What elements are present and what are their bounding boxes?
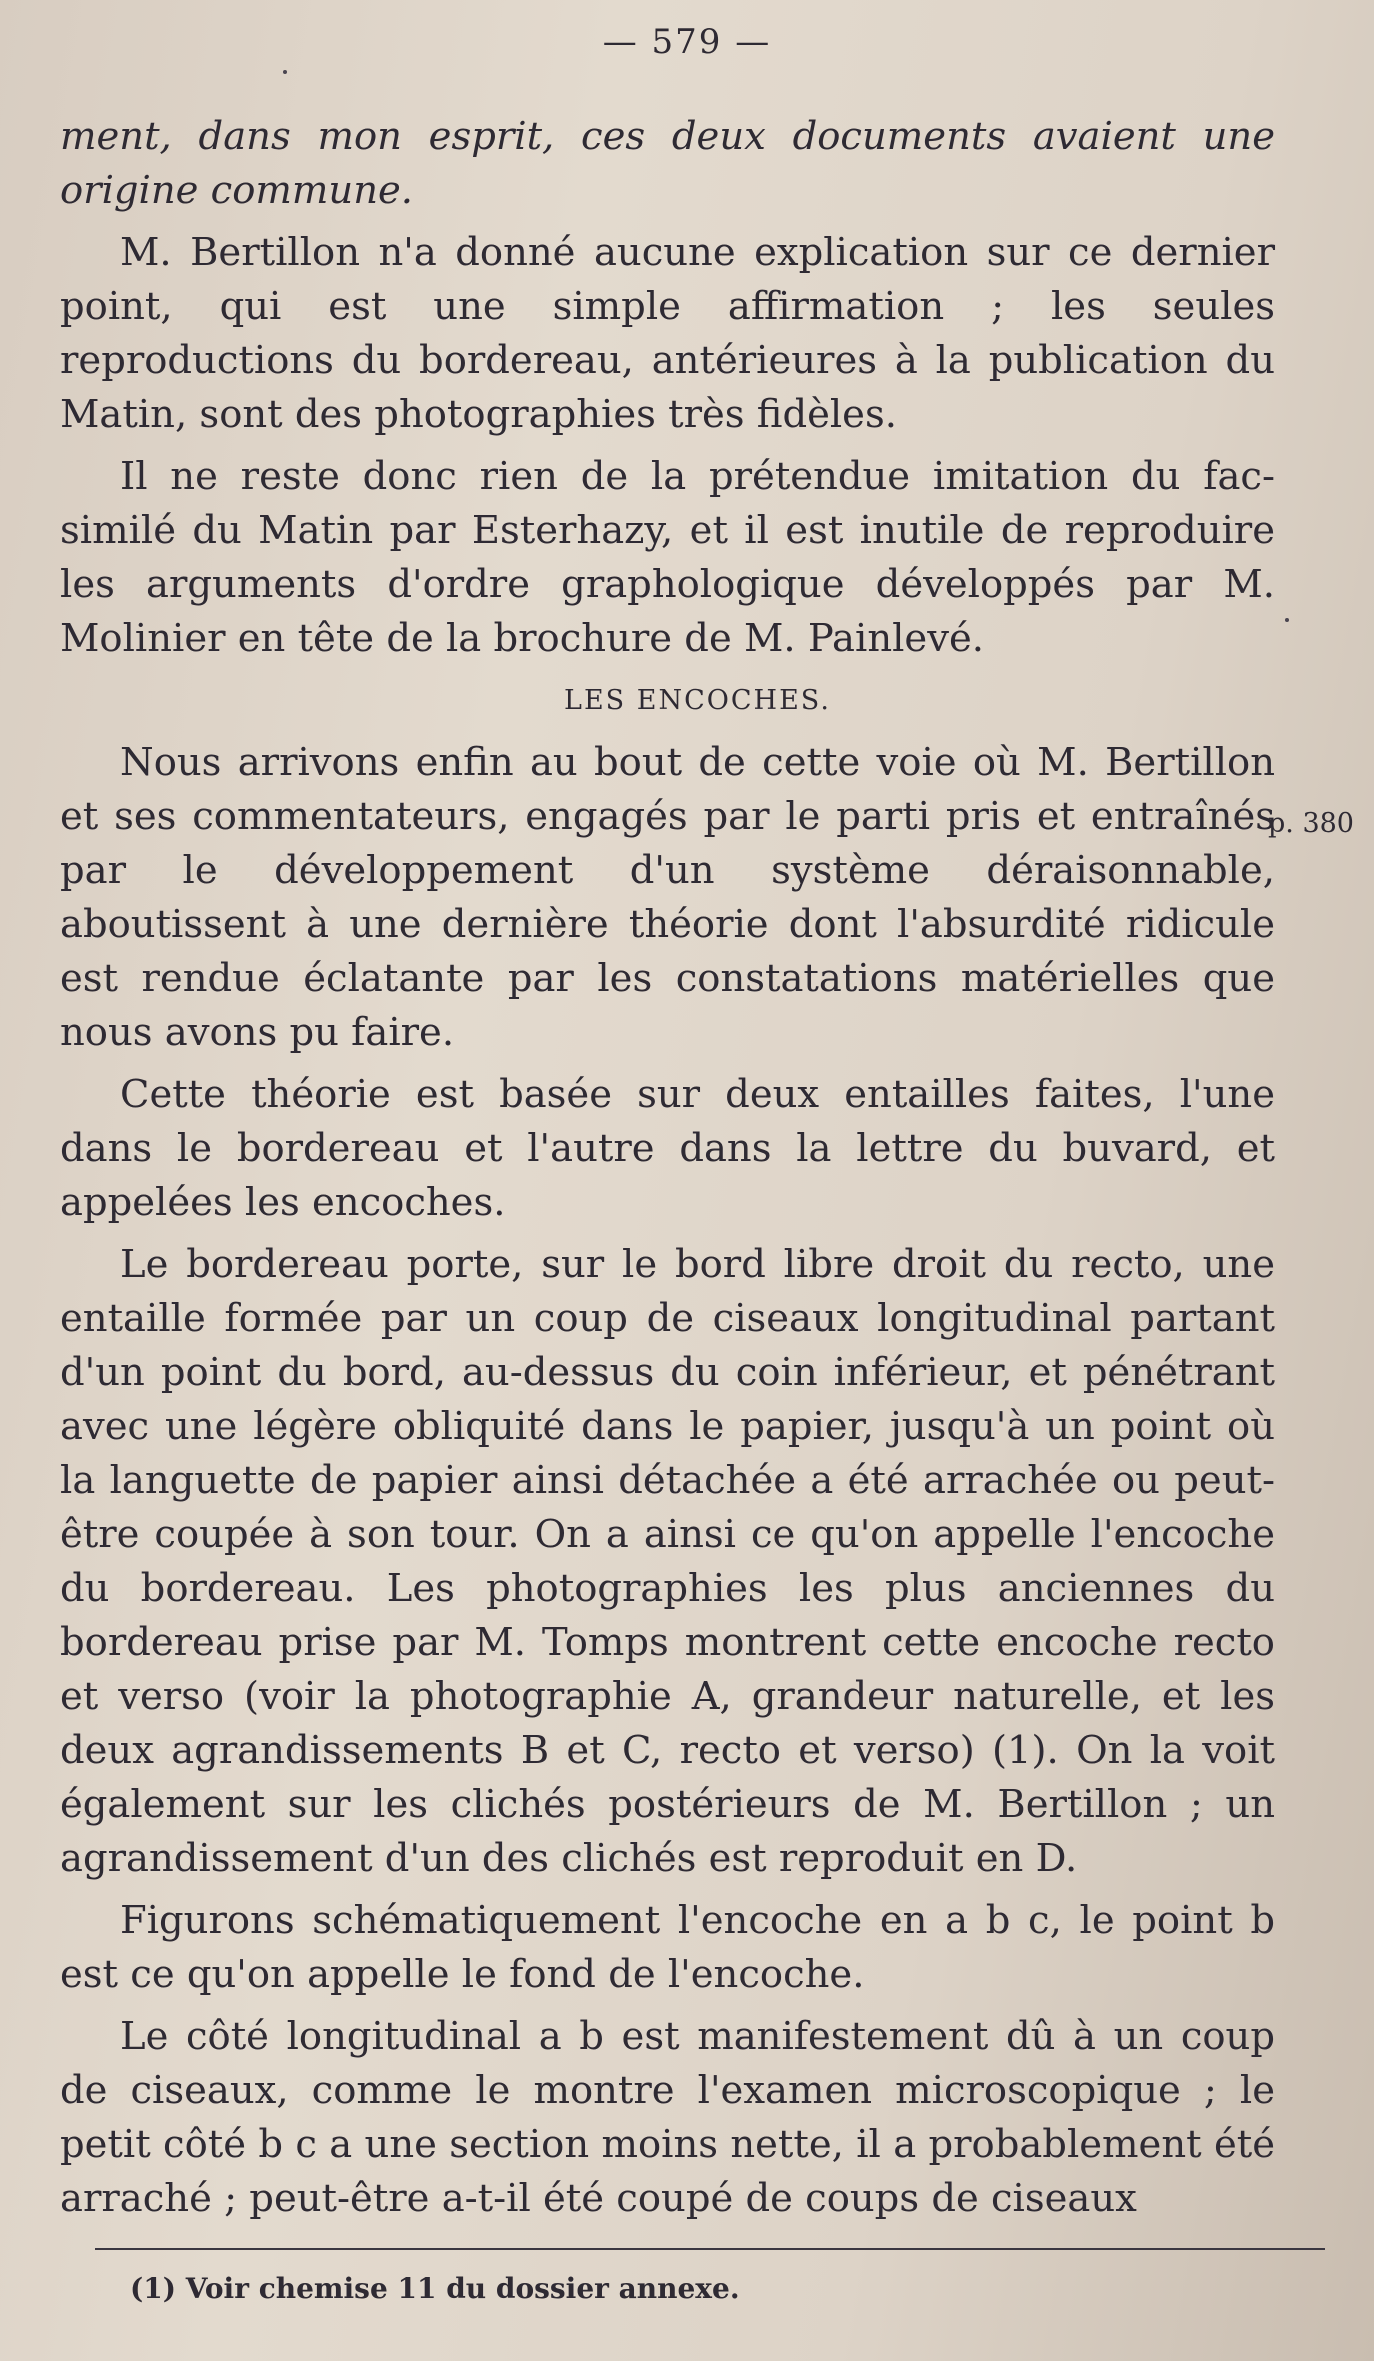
paragraph: Nous arrivons enfin au bout de cette voie où M. Bertillon et ses commentateurs, engagés par le parti pris et entraînés par le développement d'un système déraisonnable, aboutissent à une dernière théorie dont l'absurdité ridicule est rendue éclatante par les constatations matérielles que nous avons pu faire. [60, 740, 1275, 1055]
footnote-rule [95, 2248, 1325, 2250]
ink-speck [1285, 618, 1289, 622]
section-heading: LES ENCOCHES. [564, 685, 831, 716]
paragraph: M. Bertillon n'a donné aucune explication sur ce dernier point, qui est une simple affirmation ; les seules reproductions du bordereau, antérieures à la publication du Matin, sont des photographies très fidèles. [60, 230, 1275, 437]
paragraph: Le côté longitudinal a b est manifestement dû à un coup de ciseaux, comme le montre l'examen microscopique ; le petit côté b c a une section moins nette, il a probablement été arraché ; peut-être a-t-il été coupé de coups de ciseaux [60, 2014, 1275, 2221]
page-number: — 579 — [602, 22, 772, 62]
paragraph: Cette théorie est basée sur deux entailles faites, l'une dans le bordereau et l'autre dans la lettre du buvard, et appelées les encoches. [60, 1072, 1275, 1225]
paragraph: Il ne reste donc rien de la prétendue imitation du fac-similé du Matin par Esterhazy, et il est inutile de reproduire les arguments d'ordre graphologique développés par M. Molinier en tête de la brochure de M. Painlevé. [60, 454, 1275, 661]
ink-speck [283, 70, 287, 74]
footnote: (1) Voir chemise 11 du dossier annexe. [130, 2272, 740, 2305]
margin-page-reference: p. 380 [1268, 808, 1354, 839]
body-text [60, 110, 1275, 2234]
paragraph-continuation: ment, dans mon esprit, ces deux documents avaient une origine commune. [60, 114, 1275, 213]
paragraph: Figurons schématiquement l'encoche en a b c, le point b est ce qu'on appelle le fond de l'encoche. [60, 1898, 1275, 1997]
paragraph: Le bordereau porte, sur le bord libre droit du recto, une entaille formée par un coup de ciseaux longitudinal partant d'un point du bord, au-dessus du coin inférieur, et pénétrant avec une légère obliquité dans le papier, jusqu'à un point où la languette de papier ainsi détachée a été arrachée ou peut-être coupée à son tour. On a ainsi ce qu'on appelle l'encoche du bordereau. Les photographies les plus anciennes du bordereau prise par M. Tomps montrent cette encoche recto et verso (voir la photographie A, grandeur naturelle, et les deux agrandissements B et C, recto et verso) (1). On la voit également sur les clichés postérieurs de M. Bertillon ; un agrandissement d'un des clichés est reproduit en D. [60, 1242, 1275, 1881]
